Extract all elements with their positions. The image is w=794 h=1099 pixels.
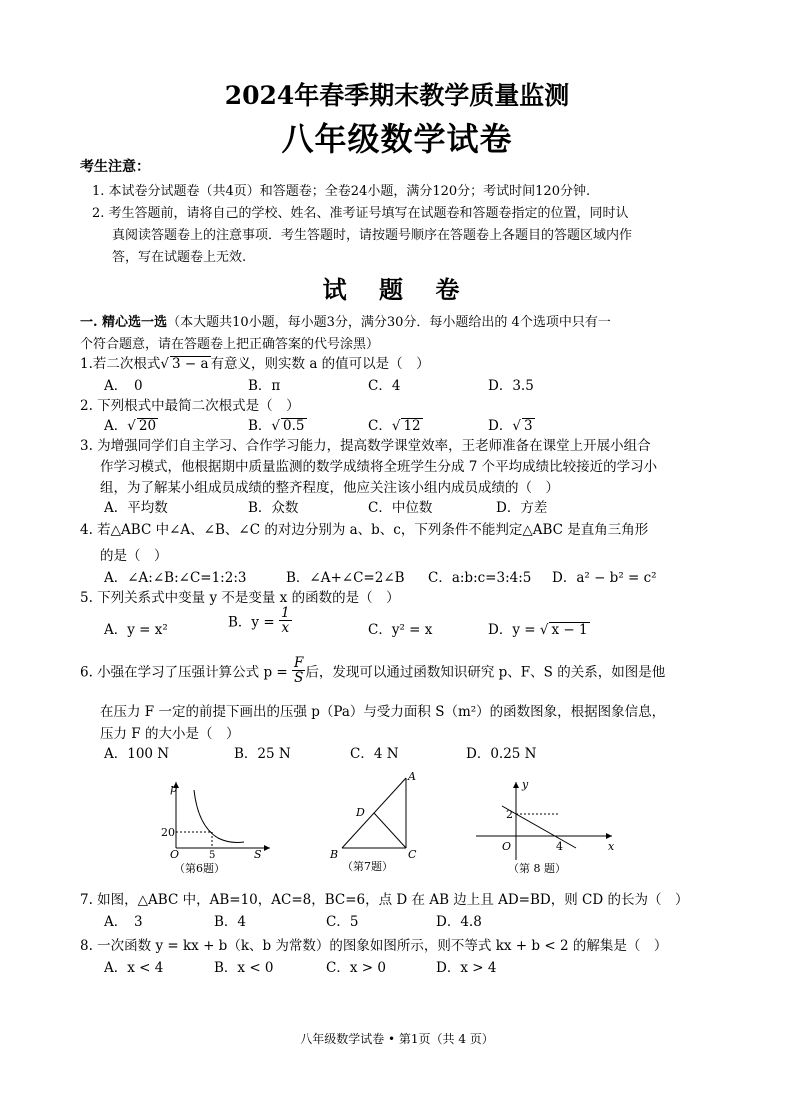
q7-option-d: D．4.8 xyxy=(436,914,482,930)
fig6-label-20: 20 xyxy=(161,826,175,839)
q6-option-c: C．4 N xyxy=(350,746,399,762)
q7-option-b: B．4 xyxy=(214,914,247,930)
q6-option-b: B．25 N xyxy=(234,746,291,762)
question-4-line: 4. 若△ABC 中∠A、∠B、∠C 的对边分别为 a、b、c，下列条件不能判定△ABC 是直角三角形 xyxy=(80,522,649,538)
question-2: 2. 下列根式中最简二次根式是（ ） xyxy=(80,398,300,414)
question-3-line: 3. 为增强同学们自主学习、合作学习能力，提高数学课堂效率，王老师准备在课堂上开展小组合 xyxy=(80,438,651,454)
fig7-label-b: B xyxy=(330,848,339,861)
notice-item: 真阅读答题卷上的注意事项．考生答题时，请按题号顺序在答题卷上各题目的答题区域内作 xyxy=(112,228,633,243)
fig7-label-a: A xyxy=(408,770,416,783)
section1-desc-2: 个符合题意，请在答题卷上把正确答案的代号涂黑） xyxy=(80,337,380,352)
fig6-label-p: p xyxy=(170,782,178,795)
fig6-curve xyxy=(194,790,244,843)
q8-option-c: C．x > 0 xyxy=(326,960,386,976)
figure-7 xyxy=(322,770,432,876)
q8-option-b: B．x < 0 xyxy=(214,960,274,976)
q3-option-a: A．平均数 xyxy=(104,500,168,516)
question-7: 7. 如图，△ABC 中，AB=10，AC=8，BC=6，点 D 在 AB 边上且 AD=BD，则 CD 的长为（ ） xyxy=(80,892,689,908)
section1-header xyxy=(80,311,611,330)
q1-option-d: D．3.5 xyxy=(488,378,534,394)
exam-title: 2024年春季期末教学质量监测 xyxy=(224,81,570,110)
fig6-label-5: 5 xyxy=(209,850,216,861)
q1-option-b: B．π xyxy=(248,378,281,394)
q4-option-b: B．∠A+∠C=2∠B xyxy=(286,570,405,586)
fig7-label-c: C xyxy=(408,848,417,861)
q7-option-a: A． 3 xyxy=(104,914,143,930)
fig6-label-s: S xyxy=(254,848,262,861)
q4-option-d: D．a² − b² = c² xyxy=(552,570,657,586)
q1-option-a: A． 0 xyxy=(104,378,143,394)
question-3-line: 作学习模式，他根据期中质量监测的数学成绩将全班学生分成 7 个平均成绩比较接近的学习小 xyxy=(100,459,658,475)
section1-label: 一. 精心选一选 xyxy=(80,315,168,330)
fig8-label-4: 4 xyxy=(556,840,563,853)
question-4-line: 的是（ ） xyxy=(100,548,168,564)
question-6-line: 在压力 F 一定的前提下画出的压强 p（Pa）与受力面积 S（m²）的函数图象，根据图象信息， xyxy=(100,704,666,720)
q4-option-a: A．∠A:∠B:∠C=1:2:3 xyxy=(104,570,247,586)
fig8-caption: （第 8 题） xyxy=(508,862,566,875)
fig7-caption: （第7题） xyxy=(342,860,393,873)
q3-option-c: C．中位数 xyxy=(368,500,433,516)
fig8-label-2: 2 xyxy=(506,808,513,821)
q6-option-d: D．0.25 N xyxy=(466,746,537,762)
fig8-label-y: y xyxy=(522,778,529,791)
fig6-x-arrow xyxy=(264,845,270,851)
q2-option-d: D．√ 3 xyxy=(488,418,533,434)
question-5: 5. 下列关系式中变量 y 不是变量 x 的函数的是（ ） xyxy=(80,590,400,606)
q5-option-b: B．y = $\frac{1}{x}$ xyxy=(228,605,290,637)
q4-option-c: C．a:b:c=3:4:5 xyxy=(428,570,532,586)
question-6-line: 6. 小强在学习了压强计算公式 p = $\frac{F}{S}$ 后，发现可以通过函数知识研究 p、F、S 的关系，如图是他 xyxy=(80,655,666,687)
notice-item: 答，写在试题卷上无效. xyxy=(112,250,247,265)
fig8-y-arrow xyxy=(513,782,519,788)
section1-desc: （本大题共10小题，每小题3分，满分30分．每小题给出的 4个选项中只有一 xyxy=(167,315,611,330)
question-3-line: 组，为了解某小组成员成绩的整齐程度，他应关注该小组内成员成绩的（ ） xyxy=(100,480,559,496)
q2-option-b: B．√ 0.5 xyxy=(248,418,305,434)
figure-6 xyxy=(160,776,280,876)
fig6-caption: （第6题） xyxy=(174,862,225,875)
fig6-label-o: O xyxy=(170,848,180,861)
q2-option-c: C．√ 12 xyxy=(368,418,421,434)
fig8-label-o: O xyxy=(502,840,512,853)
notice-item: 1. 本试卷分试题卷（共4页）和答题卷；全卷24小题，满分120分；考试时间120分钟. xyxy=(92,184,591,199)
page-footer: 八年级数学试卷 • 第1页（共 4 页） xyxy=(300,1032,494,1046)
q7-option-c: C．5 xyxy=(326,914,359,930)
q8-option-d: D．x > 4 xyxy=(436,960,497,976)
q3-option-b: B．众数 xyxy=(248,500,299,516)
q2-option-a: A．√ 20 xyxy=(104,418,157,434)
fig8-label-x: x xyxy=(608,840,615,853)
radicand: 3 − a xyxy=(172,356,209,372)
question-6-line: 压力 F 的大小是（ ） xyxy=(100,726,240,742)
fig8-x-arrow xyxy=(606,833,612,839)
fig8-line xyxy=(502,806,576,848)
fig7-segment-cd xyxy=(374,813,406,848)
figure-8 xyxy=(472,776,622,876)
q1-option-c: C．4 xyxy=(368,378,401,394)
exam-subtitle: 八年级数学试卷 xyxy=(281,120,513,158)
q5-option-c: C．y² = x xyxy=(368,622,433,638)
q6-option-a: A．100 N xyxy=(104,746,170,762)
section-title: 试 题 卷 xyxy=(322,275,472,304)
q3-option-d: D．方差 xyxy=(496,500,548,516)
fig7-label-d: D xyxy=(356,806,365,819)
notice-item: 2. 考生答题前，请将自己的学校、姓名、准考证号填写在试题卷和答题卷指定的位置，同时认 xyxy=(92,206,629,221)
question-1: 1.若二次根式√ 3 − a 有意义，则实数 a 的值可以是（ ） xyxy=(80,356,430,372)
question-8: 8. 一次函数 y = kx + b（k、b 为常数）的图象如图所示，则不等式 kx + b < 2 的解集是（ ） xyxy=(80,938,668,954)
q5-option-d: D．y = √ x − 1 xyxy=(488,622,588,638)
q5-option-a: A．y = x² xyxy=(104,622,168,638)
notice-heading: 考生注意： xyxy=(80,159,150,175)
q8-option-a: A．x < 4 xyxy=(104,960,164,976)
